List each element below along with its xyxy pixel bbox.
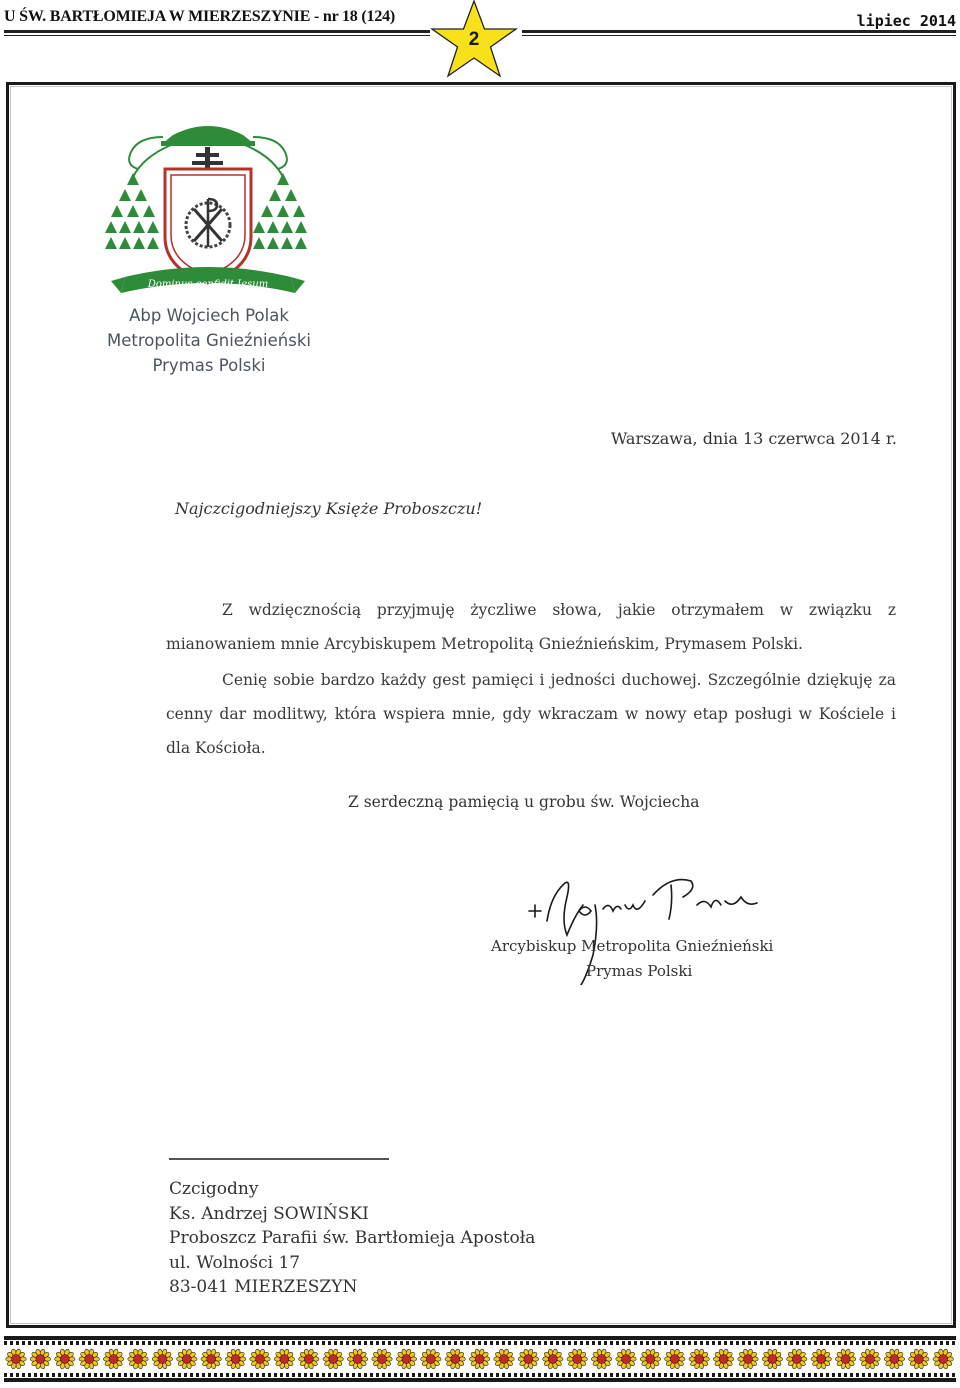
coat-of-arms-icon xyxy=(103,107,313,309)
header-rule-left xyxy=(4,30,430,38)
letter-frame xyxy=(6,82,956,1328)
paragraph-2-text: Cenię sobie bardzo każdy gest pamięci i jedności duchowej. Szczególnie dziękuję za cenny dar modlitwy, która wspiera mnie, gdy wkraczam w nowy etap posługi w Kościele i dla Kościoła. xyxy=(166,671,896,757)
flower-icon xyxy=(787,1349,807,1370)
flower-icon xyxy=(177,1349,197,1370)
letter-greeting: Najczcigodniejszy Księże Proboszczu! xyxy=(175,499,483,518)
flower-border-icon xyxy=(4,1336,956,1382)
flower-icon xyxy=(79,1349,99,1370)
address-line-2: Ks. Andrzej SOWIŃSKI xyxy=(169,1203,369,1224)
signature-title-2: Prymas Polski xyxy=(586,962,693,980)
flower-icon xyxy=(811,1349,831,1370)
flower-icon xyxy=(713,1349,733,1370)
flower-icon xyxy=(616,1349,636,1370)
page-number: 2 xyxy=(468,29,480,50)
border-strip-bottom xyxy=(4,1378,956,1382)
header-rule-right xyxy=(522,30,956,38)
flower-row xyxy=(4,1346,956,1372)
flower-icon xyxy=(103,1349,123,1370)
flower-icon xyxy=(347,1349,367,1370)
letter-closing: Z serdeczną pamięcią u grobu św. Wojciecha xyxy=(348,793,700,811)
border-ticks-bottom xyxy=(4,1373,956,1377)
flower-icon xyxy=(933,1349,953,1370)
flower-icon xyxy=(909,1349,929,1370)
coat-of-arms-motto: Dominus confidit Iesum xyxy=(147,279,269,290)
address-line-4: ul. Wolności 17 xyxy=(169,1252,301,1273)
flower-icon xyxy=(567,1349,587,1370)
address-line-3: Proboszcz Parafii św. Bartłomieja Apostoła xyxy=(169,1228,536,1248)
flower-icon xyxy=(128,1349,148,1370)
flower-icon xyxy=(665,1349,685,1370)
flower-icon xyxy=(860,1349,880,1370)
address-line-1: Czcigodny xyxy=(169,1179,259,1199)
flower-icon xyxy=(738,1349,758,1370)
sender-title2: Prymas Polski xyxy=(152,356,266,375)
sender-name: Abp Wojciech Polak xyxy=(129,306,289,325)
flower-icon xyxy=(835,1349,855,1370)
paragraph-1-text: Z wdzięcznością przyjmuję życzliwe słowa, jakie otrzymałem w związku z mianowaniem mnie Arcybiskupem Metropolitą Gnieźnieńskim, Prymasem Polski. xyxy=(166,601,896,653)
flower-icon xyxy=(640,1349,660,1370)
flower-icon xyxy=(421,1349,441,1370)
flower-icon xyxy=(689,1349,709,1370)
flower-icon xyxy=(299,1349,319,1370)
flower-icon xyxy=(55,1349,75,1370)
flower-icon xyxy=(372,1349,392,1370)
flower-icon xyxy=(543,1349,563,1370)
letter-paragraph-1 xyxy=(166,593,896,661)
flower-icon xyxy=(6,1349,26,1370)
flower-icon xyxy=(152,1349,172,1370)
flower-icon xyxy=(201,1349,221,1370)
flower-icon xyxy=(274,1349,294,1370)
flower-icon xyxy=(884,1349,904,1370)
flower-icon xyxy=(396,1349,416,1370)
flower-icon xyxy=(591,1349,611,1370)
border-strip-top xyxy=(4,1336,956,1340)
signature-title: Arcybiskup Metropolita Gnieźnieński xyxy=(491,937,774,955)
letter-paragraph-2 xyxy=(166,663,896,765)
flower-icon xyxy=(762,1349,782,1370)
address-rule xyxy=(169,1158,389,1160)
flower-icon xyxy=(225,1349,245,1370)
flower-icon xyxy=(323,1349,343,1370)
flower-icon xyxy=(30,1349,50,1370)
sender-block xyxy=(69,303,349,378)
sender-title: Metropolita Gnieźnieński xyxy=(107,331,311,350)
letter-date: Warszawa, dnia 13 czerwca 2014 r. xyxy=(610,429,897,448)
recipient-address xyxy=(169,1177,535,1300)
flower-icon xyxy=(250,1349,270,1370)
address-line-5: 83-041 MIERZESZYN xyxy=(169,1277,358,1297)
flower-icon xyxy=(518,1349,538,1370)
flower-icon xyxy=(445,1349,465,1370)
newsletter-title: U ŚW. BARTŁOMIEJA W MIERZESZYNIE - nr 18 (124) xyxy=(4,8,396,25)
flower-icon xyxy=(469,1349,489,1370)
issue-date: lipiec 2014 xyxy=(856,12,956,30)
flower-icon xyxy=(494,1349,514,1370)
border-ticks-top xyxy=(4,1341,956,1345)
